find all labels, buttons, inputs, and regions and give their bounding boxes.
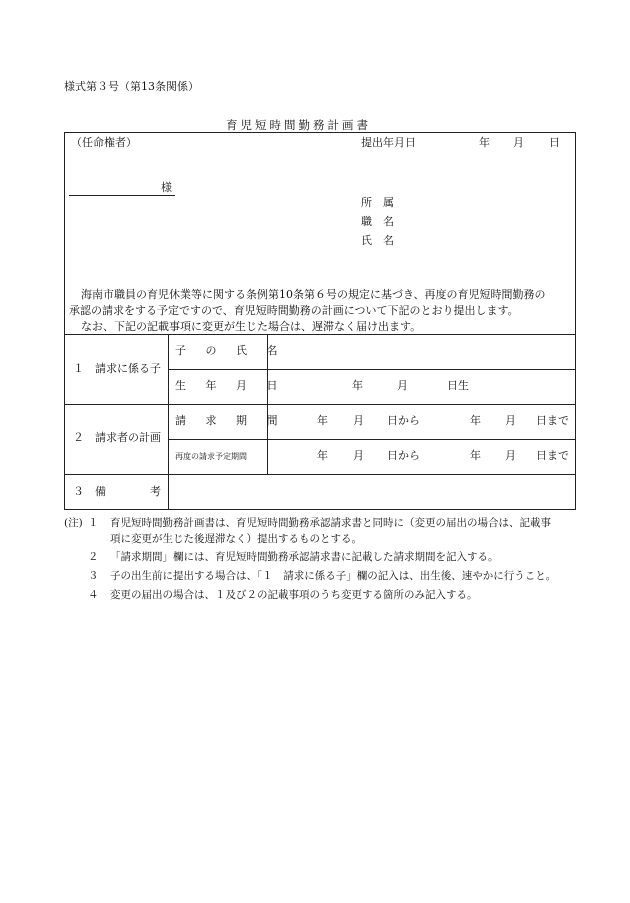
- redo-from-month: 月: [353, 449, 364, 462]
- req-from-suffix: 日から: [387, 414, 420, 427]
- form-number: 様式第３号（第13条関係）: [64, 80, 199, 93]
- date-year-unit: 年: [479, 136, 490, 149]
- birth-month-unit: 月: [397, 379, 408, 392]
- date-month-unit: 月: [513, 136, 524, 149]
- body-line-1: 海南市職員の育児休業等に関する条例第10条第６号の規定に基づき、再度の育児短時間勤務の: [81, 288, 546, 301]
- name-label: 氏 名: [361, 234, 394, 247]
- row2-bottom-line: [65, 474, 575, 475]
- req-from-year: 年: [317, 414, 328, 427]
- form-title: 育児短時間勤務計画書: [226, 118, 371, 132]
- redo-from-suffix: 日から: [387, 449, 420, 462]
- affiliation-label: 所 属: [361, 196, 394, 209]
- date-day-unit: 日: [549, 136, 560, 149]
- date-label: 提出年月日: [361, 136, 416, 149]
- birth-year-unit: 年: [352, 379, 363, 392]
- table-top-line: [65, 334, 575, 335]
- row1-mid-line: [168, 369, 575, 370]
- child-name-field[interactable]: [269, 336, 573, 368]
- note-2-line-1: 「請求期間」欄には、育児短時間勤務承認請求書に記載した請求期間を記入する。: [110, 551, 499, 563]
- note-1-line-2: 項に変更が生じた後遅滞なく）提出するものとする。: [110, 533, 362, 545]
- label-column-line: [168, 334, 169, 509]
- note-1-number: １: [88, 517, 99, 529]
- redo-to-suffix: 日まで: [536, 449, 569, 462]
- note-3-number: ３: [88, 570, 99, 582]
- birth-day-suffix: 日生: [447, 379, 469, 392]
- body-line-3: なお、下記の記載事項に変更が生じた場合は、遅滞なく届け出ます。: [81, 320, 422, 333]
- note-4-line-1: 変更の届出の場合は、１及び２の記載事項のうち変更する箇所のみ記入する。: [110, 589, 478, 601]
- birth-date-label: 生 年 月 日: [175, 379, 286, 392]
- section2-label: ２ 請求者の計画: [73, 431, 161, 444]
- row1-bottom-line: [65, 404, 575, 405]
- note-1-line-1: 育児短時間勤務計画書は、育児短時間勤務承認請求書と同時に（変更の届出の場合は、記載事: [110, 517, 551, 529]
- note-3-line-1: 子の出生前に提出する場合は、「１ 請求に係る子」欄の記入は、出生後、速やかに行うこと。: [110, 570, 557, 582]
- redo-period-label: 再度の請求予定期間: [175, 452, 247, 461]
- req-to-month: 月: [505, 414, 516, 427]
- recipient-label: （任命権者）: [71, 136, 137, 149]
- note-4-number: ４: [88, 589, 99, 601]
- redo-from-year: 年: [317, 449, 328, 462]
- notes-prefix: (注): [64, 517, 83, 529]
- body-line-2: 承認の請求をする予定ですので、育児短時間勤務の計画について下記のとおり提出します。: [69, 304, 519, 317]
- row2-mid-line: [168, 439, 575, 440]
- note-2-number: ２: [88, 551, 99, 563]
- recipient-name-line[interactable]: [69, 195, 175, 196]
- redo-to-year: 年: [470, 449, 481, 462]
- request-period-label: 請 求 期 間: [175, 414, 286, 427]
- req-to-suffix: 日まで: [536, 414, 569, 427]
- sama-honorific: 様: [161, 181, 172, 194]
- section1-label: １ 請求に係る子: [73, 362, 161, 375]
- section3-label: ３ 備 考: [73, 485, 161, 498]
- child-name-label: 子 の 氏 名: [175, 344, 286, 357]
- redo-to-month: 月: [505, 449, 516, 462]
- req-to-year: 年: [470, 414, 481, 427]
- position-label: 職 名: [361, 215, 394, 228]
- form-box: [64, 132, 576, 510]
- remarks-field[interactable]: [170, 476, 573, 508]
- req-from-month: 月: [353, 414, 364, 427]
